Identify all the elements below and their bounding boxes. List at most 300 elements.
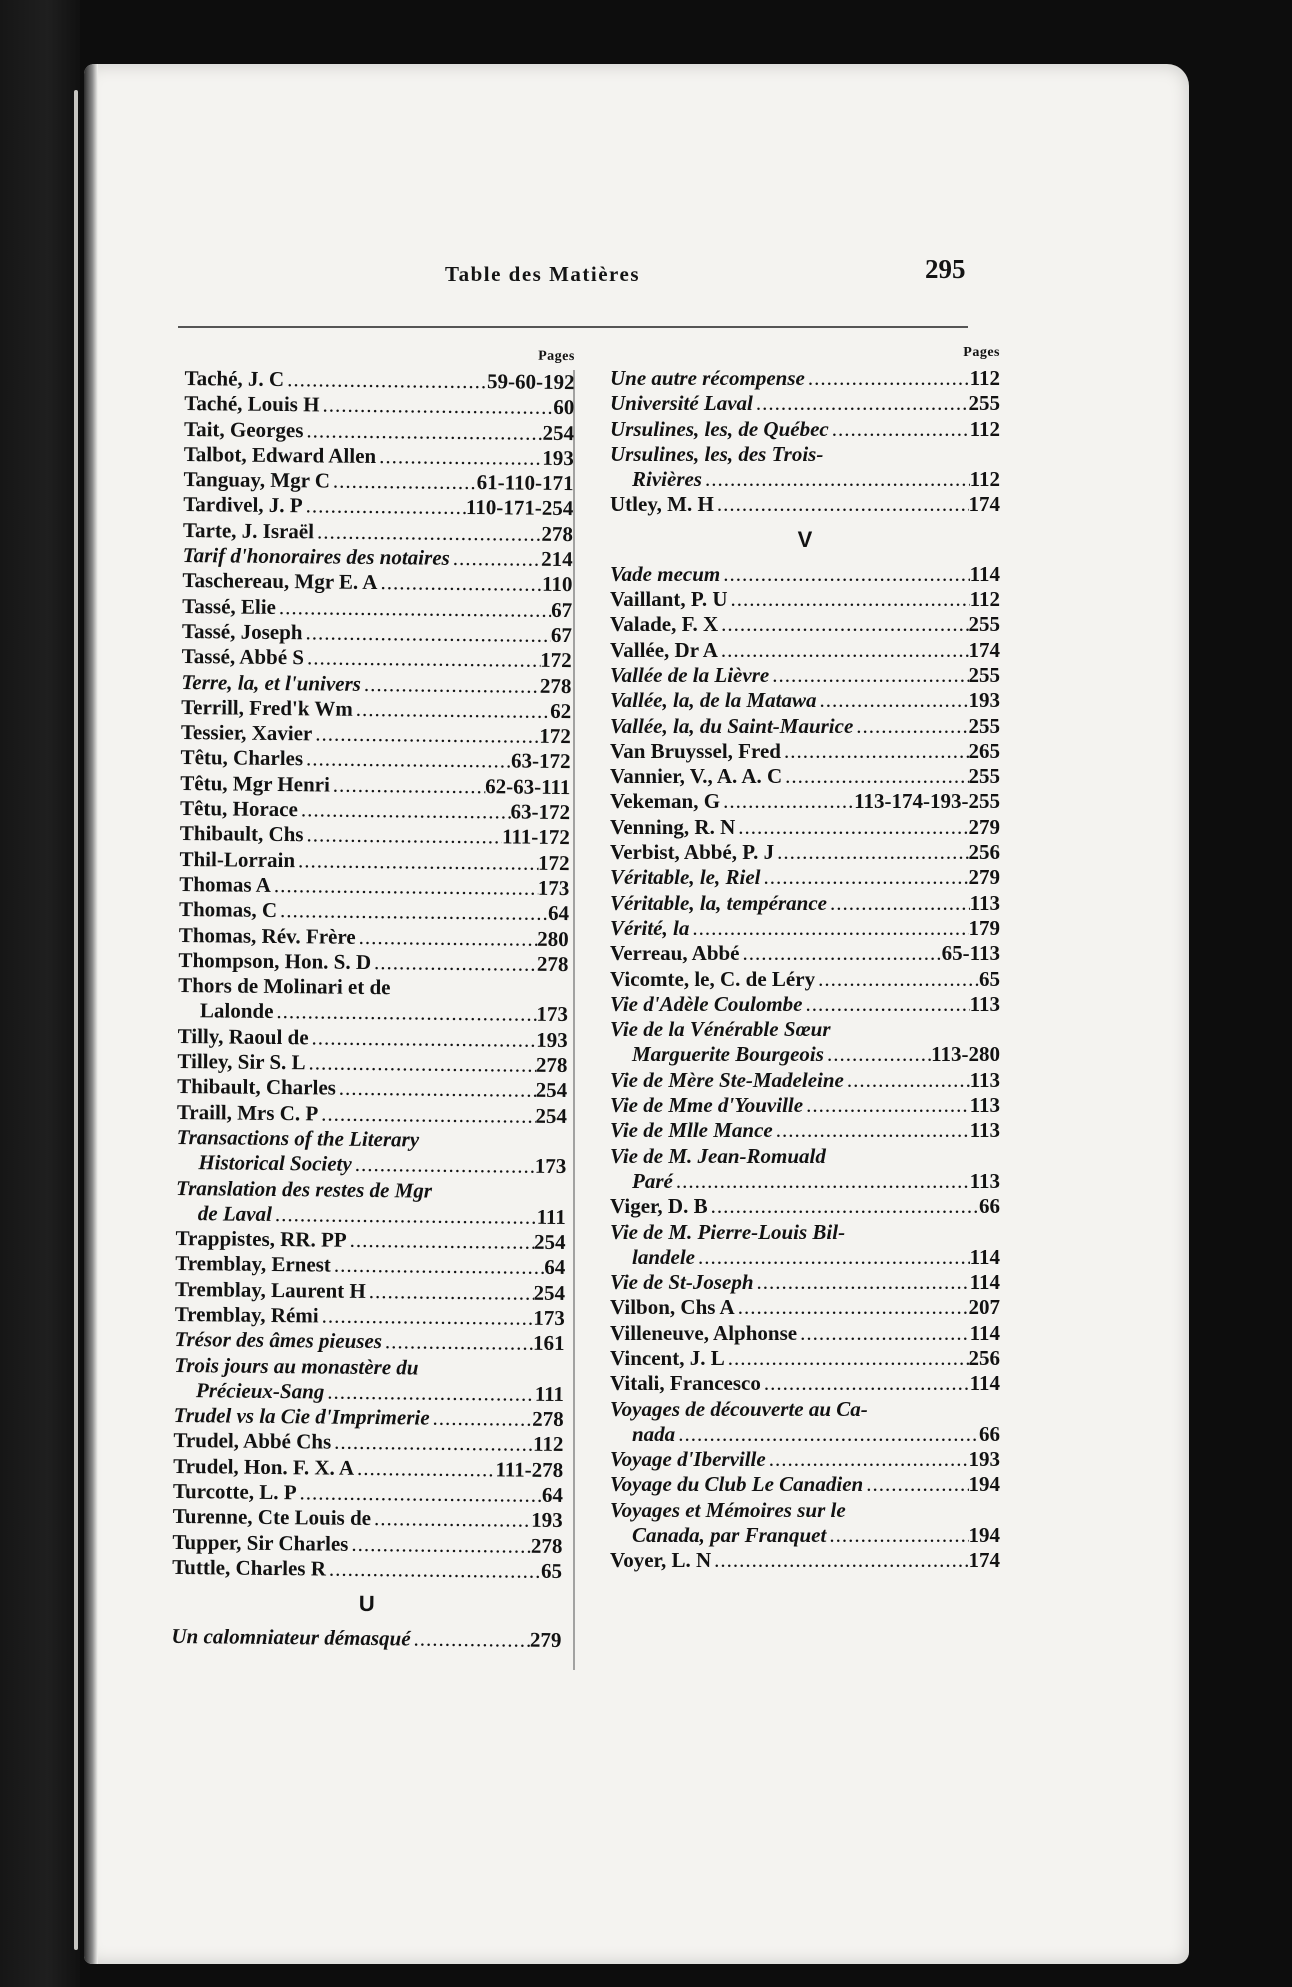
entry-name: Taschereau, Mgr E. A xyxy=(182,568,378,595)
index-entry xyxy=(610,1270,1000,1295)
leader-dots xyxy=(829,417,970,442)
entry-pages: 278 xyxy=(541,521,574,546)
entry-continuation xyxy=(610,1523,1000,1548)
entry-name: Tarif d'honoraires des notaires xyxy=(182,543,450,570)
entry-pages: 61-110-171 xyxy=(476,470,574,496)
leader-dots xyxy=(853,714,968,739)
leader-dots xyxy=(330,772,486,799)
leader-dots xyxy=(773,1118,970,1143)
index-entry-voyages-memoires xyxy=(610,1498,1000,1549)
entry-pages: 113-174-193-255 xyxy=(854,789,1000,814)
entry-name: Vie de St-Joseph xyxy=(610,1270,754,1295)
leader-dots xyxy=(331,1253,545,1281)
entry-pages: 112 xyxy=(969,587,1000,612)
entry-name: Vade mecum xyxy=(610,561,721,586)
entry-name: Utley, M. H xyxy=(610,492,714,517)
entry-name-continued: de Laval xyxy=(197,1200,273,1226)
entry-pages: 113 xyxy=(969,1067,1000,1092)
entry-pages: 173 xyxy=(533,1305,565,1331)
section-letter-u: U xyxy=(358,1591,375,1617)
index-list-v5 xyxy=(610,1447,1000,1498)
leader-dots xyxy=(740,941,942,966)
entry-name: Vie de la Vénérable Sœur xyxy=(610,1017,831,1042)
entry-pages: 174 xyxy=(968,492,1000,517)
entry-pages: 113 xyxy=(969,890,1000,915)
leader-dots xyxy=(761,1371,970,1396)
leader-dots xyxy=(803,992,970,1017)
index-entry xyxy=(610,941,1000,966)
entry-pages: 278 xyxy=(530,1533,563,1558)
index-list-u3 xyxy=(610,492,1000,517)
entry-pages: 66 xyxy=(979,1194,1000,1219)
section-letter-v: V xyxy=(797,526,813,552)
entry-name: Vie de Mère Ste-Madeleine xyxy=(610,1067,844,1092)
leader-dots xyxy=(805,366,970,391)
entry-name: Vie de Mme d'Youville xyxy=(610,1093,804,1118)
index-entry xyxy=(610,688,1000,713)
entry-pages: 60 xyxy=(553,395,575,420)
index-list-t4 xyxy=(172,1403,564,1584)
entry-pages: 62 xyxy=(550,698,572,723)
index-entry xyxy=(177,1100,567,1129)
leader-dots xyxy=(277,898,548,926)
index-entry-vie-pare xyxy=(610,1144,1000,1195)
entry-pages: 62-63-111 xyxy=(485,773,571,799)
entry-name: Transactions of the Literary xyxy=(176,1124,420,1152)
entry-pages: 173 xyxy=(537,875,570,900)
leader-dots xyxy=(803,1093,970,1118)
index-entry xyxy=(610,638,1000,663)
leader-dots xyxy=(276,595,551,623)
index-entry xyxy=(610,1068,1000,1093)
entry-pages: 279 xyxy=(968,865,1000,890)
leader-dots xyxy=(714,492,969,517)
entry-pages: 64 xyxy=(547,901,570,926)
entry-continuation xyxy=(610,1169,1000,1194)
leader-dots xyxy=(305,1050,536,1078)
index-list-t2 xyxy=(177,1024,568,1129)
entry-name: Voyer, L. N xyxy=(610,1548,712,1573)
index-entry xyxy=(610,562,1000,587)
entry-pages: 113 xyxy=(969,1118,1000,1143)
leader-dots xyxy=(377,570,542,597)
index-entry xyxy=(610,663,1000,688)
index-entry xyxy=(610,612,1000,637)
entry-pages: 278 xyxy=(536,951,569,976)
entry-name: Têtu, Horace xyxy=(179,796,299,822)
entry-pages: 255 xyxy=(968,662,1000,687)
leader-dots xyxy=(702,467,970,492)
entry-name: Voyages de découverte au Ca- xyxy=(610,1396,868,1421)
leader-dots xyxy=(319,1303,534,1331)
index-entry xyxy=(610,891,1000,916)
entry-name: Thomas A xyxy=(179,871,272,897)
entry-name: Tarte, J. Israël xyxy=(182,517,315,544)
entry-pages: 193 xyxy=(542,445,574,470)
leader-dots xyxy=(352,1152,535,1179)
leader-dots xyxy=(376,444,542,471)
entry-name: Trois jours au monastère du xyxy=(174,1352,419,1380)
entry-name: Translation des restes de Mgr xyxy=(175,1175,433,1203)
entry-name: Vannier, V., A. A. C xyxy=(610,764,783,789)
index-list-t xyxy=(178,366,574,977)
index-list-t3 xyxy=(174,1226,565,1357)
entry-name-continued: Précieux-Sang xyxy=(195,1378,325,1404)
index-entry xyxy=(610,1371,1000,1396)
entry-name: Tremblay, Ernest xyxy=(175,1251,332,1277)
entry-name: Traill, Mrs C. P xyxy=(176,1099,319,1126)
entry-name: Turenne, Cte Louis de xyxy=(172,1504,372,1531)
index-entry xyxy=(610,840,1000,865)
entry-name-continued: landele xyxy=(632,1244,695,1269)
index-entry xyxy=(610,764,1000,789)
entry-pages: 113-280 xyxy=(931,1042,1000,1067)
leader-dots xyxy=(303,494,467,521)
leader-dots xyxy=(725,1346,969,1371)
entry-pages: 65 xyxy=(979,966,1000,991)
index-entry xyxy=(610,739,1000,764)
index-entry-translation xyxy=(176,1175,567,1230)
entry-pages: 254 xyxy=(533,1280,566,1305)
entry-pages: 255 xyxy=(968,764,1000,789)
entry-name: Thibault, Charles xyxy=(177,1074,337,1100)
leader-dots xyxy=(735,1295,969,1320)
entry-pages: 113 xyxy=(969,1093,1000,1118)
entry-name: Tardivel, J. P xyxy=(183,492,303,518)
index-entry xyxy=(610,1093,1000,1118)
entry-pages: 64 xyxy=(541,1482,564,1508)
entry-name: Ursulines, les, des Trois- xyxy=(610,441,824,466)
leader-dots xyxy=(754,1270,970,1295)
entry-name: Voyage du Club Le Canadien xyxy=(610,1472,864,1497)
leader-dots xyxy=(735,815,968,840)
entry-name-continued: Historical Society xyxy=(198,1150,352,1176)
entry-name: Terrill, Fred'k Wm xyxy=(181,694,353,721)
entry-pages: 193 xyxy=(968,1447,1000,1472)
entry-pages: 110 xyxy=(541,572,573,597)
entry-pages: 65-113 xyxy=(941,941,1000,966)
leader-dots xyxy=(711,1548,968,1573)
leader-dots xyxy=(429,1406,532,1432)
entry-name: Têtu, Charles xyxy=(180,745,304,771)
entry-name: Vitali, Francesco xyxy=(610,1371,761,1396)
entry-name: Verbist, Abbé, P. J xyxy=(610,840,775,865)
leader-dots xyxy=(295,848,538,876)
entry-name: Tupper, Sir Charles xyxy=(172,1529,349,1556)
entry-name: Thibault, Chs xyxy=(179,821,304,847)
leader-dots xyxy=(272,1202,537,1230)
entry-pages: 114 xyxy=(969,1371,1000,1396)
leader-dots xyxy=(302,620,551,648)
entry-continuation xyxy=(610,1422,1000,1447)
index-entry xyxy=(610,967,1000,992)
leader-dots xyxy=(766,1447,969,1472)
index-entry xyxy=(610,366,1000,391)
entry-pages: 278 xyxy=(535,1052,568,1078)
leader-dots xyxy=(797,1321,970,1346)
entry-name: Vie de M. Pierre-Louis Bil- xyxy=(610,1219,846,1244)
index-entry-transactions xyxy=(176,1125,567,1180)
entry-pages: 112 xyxy=(532,1432,564,1457)
entry-name: Vilbon, Chs A xyxy=(610,1295,735,1320)
entry-name: Véritable, la, tempérance xyxy=(610,890,827,915)
entry-name: Têtu, Mgr Henri xyxy=(180,770,330,797)
entry-pages: 179 xyxy=(968,915,1000,940)
leader-dots xyxy=(782,764,968,789)
index-entry-ursulines-trois-rivieres xyxy=(610,442,1000,493)
entry-pages: 112 xyxy=(969,467,1000,492)
entry-name: Venning, R. N xyxy=(610,814,736,839)
leader-dots xyxy=(330,469,477,496)
index-list-u xyxy=(171,1624,561,1653)
entry-name: Vaillant, P. U xyxy=(610,587,728,612)
running-head: Table des Matières xyxy=(445,262,640,286)
entry-pages: 254 xyxy=(535,1078,568,1103)
index-entry xyxy=(610,417,1000,442)
entry-pages: 193 xyxy=(968,688,1000,713)
leader-dots xyxy=(298,797,511,825)
entry-name: Van Bruyssel, Fred xyxy=(610,738,781,763)
index-list-v6 xyxy=(610,1548,1000,1573)
leader-dots xyxy=(304,646,540,674)
entry-pages: 65 xyxy=(541,1558,563,1583)
entry-name: Vincent, J. L xyxy=(610,1345,725,1370)
index-entry xyxy=(610,1447,1000,1472)
adjacent-page-edge xyxy=(0,0,80,1987)
index-entry-thors xyxy=(178,973,569,1028)
entry-pages: 254 xyxy=(533,1229,566,1255)
entry-name: Trudel, Hon. F. X. A xyxy=(173,1453,355,1480)
index-entry xyxy=(171,1624,561,1653)
entry-name: Taché, Louis H xyxy=(184,391,320,417)
leader-dots xyxy=(312,722,539,750)
entry-name: Verreau, Abbé xyxy=(610,941,740,966)
entry-name: Vie d'Adèle Coulombe xyxy=(610,991,803,1016)
index-entry xyxy=(610,1548,1000,1573)
entry-name: Tassé, Joseph xyxy=(181,618,303,645)
index-entry-voyages-decouverte xyxy=(610,1397,1000,1448)
page-edge-line xyxy=(74,90,78,1950)
leader-dots xyxy=(361,671,540,698)
index-entry xyxy=(610,1321,1000,1346)
index-entry xyxy=(610,789,1000,814)
entry-name: Tassé, Abbé S xyxy=(181,644,305,670)
leader-dots xyxy=(410,1627,530,1654)
index-entry xyxy=(610,1118,1000,1143)
index-entry xyxy=(610,1346,1000,1371)
entry-pages: 255 xyxy=(968,391,1000,416)
index-entry xyxy=(172,1555,562,1584)
leader-dots xyxy=(695,1245,970,1270)
entry-name: Villeneuve, Alphonse xyxy=(610,1320,798,1345)
entry-continuation xyxy=(610,467,1000,492)
entry-pages: 114 xyxy=(969,1244,1000,1269)
entry-name: Valade, F. X xyxy=(610,612,719,637)
entry-name: Vallée, la, de la Matawa xyxy=(610,688,817,713)
entry-pages: 255 xyxy=(968,612,1000,637)
leader-dots xyxy=(718,638,969,663)
leader-dots xyxy=(314,519,542,547)
entry-pages: 111-172 xyxy=(502,824,570,850)
leader-dots xyxy=(689,916,968,941)
entry-name-continued: nada xyxy=(632,1421,676,1446)
entry-continuation xyxy=(610,1245,1000,1270)
entry-pages: 172 xyxy=(539,723,571,749)
entry-name: Voyages et Mémoires sur le xyxy=(610,1497,846,1522)
entry-name: Vérité, la xyxy=(610,915,690,940)
entry-pages: 114 xyxy=(969,1270,1000,1295)
entry-name-continued: Marguerite Bourgeois xyxy=(632,1042,824,1067)
index-entry xyxy=(610,815,1000,840)
entry-pages: 255 xyxy=(968,713,1000,738)
entry-pages: 111 xyxy=(534,1381,565,1406)
entry-pages: 67 xyxy=(551,597,573,622)
entry-name: Thors de Molinari et de xyxy=(178,973,391,1000)
right-index-column xyxy=(610,340,1000,1574)
entry-pages: 214 xyxy=(541,546,573,572)
index-list-u2 xyxy=(610,366,1000,442)
leader-dots xyxy=(324,1379,535,1406)
entry-name: Vallée, la, du Saint-Maurice xyxy=(610,713,854,738)
entry-pages: 114 xyxy=(969,561,1000,586)
entry-name: Thomas, Rév. Frère xyxy=(178,922,356,949)
index-entry-trois-jours xyxy=(174,1353,565,1408)
entry-name: Trappistes, RR. PP xyxy=(175,1226,347,1252)
index-entry xyxy=(610,492,1000,517)
index-entry xyxy=(610,1295,1000,1320)
entry-pages: 278 xyxy=(539,673,572,698)
entry-name: Vie de Mlle Mance xyxy=(610,1118,773,1143)
leader-dots xyxy=(774,840,968,865)
index-entry xyxy=(610,391,1000,416)
entry-name: Thil-Lorrain xyxy=(179,846,296,872)
leader-dots xyxy=(271,873,538,901)
leader-dots xyxy=(382,1329,533,1356)
entry-name: Ursulines, les, de Québec xyxy=(610,416,829,441)
leader-dots xyxy=(718,612,968,637)
leader-dots xyxy=(827,891,970,916)
leader-dots xyxy=(347,1228,535,1255)
leader-dots xyxy=(331,1430,533,1457)
entry-name: Thomas, C xyxy=(178,897,278,923)
entry-pages: 113 xyxy=(969,991,1000,1016)
entry-name: Trésor des âmes pieuses xyxy=(174,1327,383,1354)
entry-pages: 256 xyxy=(968,1345,1000,1370)
entry-pages: 194 xyxy=(968,1472,1000,1497)
index-entry xyxy=(610,714,1000,739)
entry-pages: 278 xyxy=(532,1406,564,1432)
index-list-v3 xyxy=(610,1194,1000,1219)
entry-pages: 173 xyxy=(536,1002,569,1027)
leader-dots xyxy=(753,391,969,416)
entry-name: Trudel vs la Cie d'Imprimerie xyxy=(173,1403,430,1430)
entry-name: Tremblay, Laurent H xyxy=(174,1276,366,1303)
leader-dots xyxy=(308,1025,536,1053)
entry-name: Tassé, Elie xyxy=(182,593,277,619)
entry-pages: 193 xyxy=(536,1027,568,1052)
leader-dots xyxy=(303,747,511,774)
entry-name-continued: Lalonde xyxy=(199,998,274,1024)
leader-dots xyxy=(863,1472,968,1497)
entry-pages: 193 xyxy=(531,1508,563,1533)
leader-dots xyxy=(708,1194,979,1219)
column-divider xyxy=(573,370,575,1670)
index-list-v xyxy=(610,562,1000,1017)
leader-dots xyxy=(826,1523,968,1548)
index-list-v4 xyxy=(610,1270,1000,1396)
entry-pages: 172 xyxy=(537,850,570,875)
index-entry xyxy=(610,1194,1000,1219)
entry-pages: 265 xyxy=(968,738,1000,763)
entry-name-continued: Paré xyxy=(632,1168,673,1193)
entry-name: Tilly, Raoul de xyxy=(177,1023,309,1050)
leader-dots xyxy=(720,789,854,814)
entry-name: Trudel, Abbé Chs xyxy=(173,1428,332,1455)
leader-dots xyxy=(781,739,969,764)
leader-dots xyxy=(366,1279,534,1306)
entry-name: Tilley, Sir S. L xyxy=(177,1048,306,1075)
entry-name: Tait, Georges xyxy=(183,416,304,442)
leader-dots xyxy=(353,697,551,724)
leader-dots xyxy=(824,1042,931,1067)
entry-pages: 111-278 xyxy=(495,1457,564,1482)
entry-pages: 63-172 xyxy=(510,748,571,774)
entry-name: Turcotte, L. P xyxy=(172,1479,297,1505)
entry-pages: 161 xyxy=(532,1330,565,1356)
leader-dots xyxy=(720,562,969,587)
index-entry-vie-billandele xyxy=(610,1220,1000,1271)
index-entry xyxy=(610,865,1000,890)
entry-pages: 280 xyxy=(537,926,569,951)
entry-continuation xyxy=(610,1042,1000,1067)
entry-name: Tuttle, Charles R xyxy=(172,1554,327,1581)
entry-pages: 63-172 xyxy=(510,799,571,825)
leader-dots xyxy=(356,924,538,951)
entry-pages: 174 xyxy=(968,1548,1000,1573)
entry-pages: 111 xyxy=(536,1204,566,1229)
entry-name: Un calomniateur démasqué xyxy=(171,1624,411,1651)
leader-dots xyxy=(296,1480,542,1508)
entry-pages: 112 xyxy=(969,366,1000,390)
entry-name: Tanguay, Mgr C xyxy=(183,467,331,493)
entry-pages: 279 xyxy=(529,1627,562,1653)
page-spine-shadow xyxy=(84,64,98,1964)
entry-name: Tessier, Xavier xyxy=(180,720,313,746)
entry-pages: 66 xyxy=(979,1421,1000,1446)
entry-pages: 254 xyxy=(535,1103,568,1128)
entry-name: Viger, D. B xyxy=(610,1194,708,1219)
index-entry xyxy=(610,587,1000,612)
pages-column-heading: Pages xyxy=(538,348,575,365)
entry-pages: 207 xyxy=(968,1295,1000,1320)
leader-dots xyxy=(450,546,542,572)
left-index-column xyxy=(171,340,575,1654)
leader-dots xyxy=(769,663,968,688)
leader-dots xyxy=(673,1169,970,1194)
entry-pages: 194 xyxy=(968,1523,1000,1548)
header-rule xyxy=(178,326,968,328)
entry-name: Vallée de la Lièvre xyxy=(610,662,770,687)
index-entry xyxy=(610,916,1000,941)
leader-dots xyxy=(318,1101,535,1129)
index-entry xyxy=(174,1327,564,1356)
leader-dots xyxy=(326,1556,541,1584)
entry-pages: 256 xyxy=(968,840,1000,865)
index-entry xyxy=(610,992,1000,1017)
leader-dots xyxy=(354,1456,496,1483)
leader-dots xyxy=(348,1531,531,1558)
entry-name: Voyage d'Iberville xyxy=(610,1447,766,1472)
